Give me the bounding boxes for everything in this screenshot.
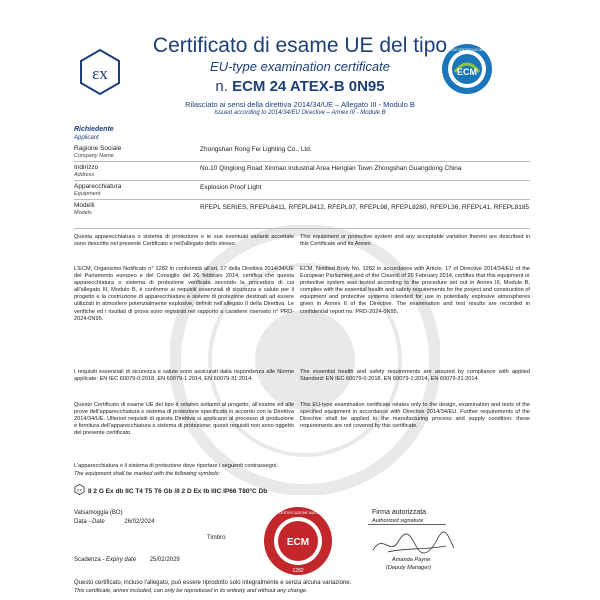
company-name-label-en: Company Name [74, 153, 114, 159]
issue-basis-en: Issued according to 2014/34/EU Directive – Annex III - Module B [214, 110, 386, 116]
atex-marking [74, 482, 267, 500]
paragraph-2-en: ECM, Notified Body No. 1282 in accordance with Article. 17 of Directive 2014/34/EU of the European Parliament and of the Council of 26 February 2014, certifies that this equipment or protective system was tested according to the procedure set out in Annex III, Module B, complies with the essential health and safety requirements for the project and construction of equipment and protective systems intended for use in potentially explosive atmospheres given in Annex II of the Directive. The examination and test results are recorded in confidential report no. PRD-2024-0N95. [300, 266, 530, 315]
applicant-heading: Richiedente [74, 126, 114, 133]
equipment-label: Apparecchiatura [74, 183, 122, 190]
footer-en: This certificate, annex included, can only be reproduced in its entirety and without any change. [74, 588, 308, 594]
company-name-value: Zhongshan Rong Fei Lighting Co., Ltd. [200, 146, 312, 153]
equipment-label-en: Equipment [74, 191, 101, 197]
signature-label-en: Authorized signature [372, 518, 424, 524]
ecm-red-seal [262, 505, 334, 577]
issue-date-label: Data - [74, 519, 93, 525]
issue-basis-it: Rilasciato ai sensi della direttiva 2014/34/UE – Allegato III - Modulo B [185, 100, 415, 109]
issue-date: 26/02/2024 [124, 519, 155, 525]
seal-bottom-text: 1282 [292, 568, 304, 574]
atex-marking-text: II 2 G Ex db IIC T4 T5 T6 Gb /II 2 D Ex tb IIIC IP66 T80°C Db [88, 487, 268, 495]
models-value: RFEPL SERIES, RFEPL8411, RFEPL8412, RFEPL97, RFEPL98, RFEPL8280, RFEPL36, RFEPL41, RFEPL8185 [200, 204, 530, 211]
issue-date-line [74, 519, 154, 525]
certificate-subtitle: EU-type examination certificate [210, 59, 390, 74]
models-label: Modelli [74, 202, 95, 209]
ecm-accreditation-logo [440, 42, 494, 96]
paragraph-3-it: I requisiti essenziali di sicurezza e salute sono assicurati dalla rispondenza alle Norme applicate: EN IEC 60079-0:2018, EN 60079-1:2014, EN 60079-31:2014. [74, 369, 294, 383]
footer-it: Questo certificato, incluso l'allegato, può essere riprodotto solo integralmente e senza alcuna variazione. [74, 580, 352, 586]
certificate-number-prefix: n. [215, 78, 228, 95]
marking-intro-it: L'apparecchiatura o il sistema di protezione deve riportare i seguenti contrassegni: [74, 463, 278, 469]
expiry-label-en: Expiry date [106, 557, 137, 563]
paragraph-4-it: Questo Certificato di esame UE del tipo è relativo soltanto al progetto, all'esame ed alle prove dell'apparecchiatura o sistema di protezione specificato in accordo con la Direttiva 2014/34/UE. Ulteriori requisiti di questa Direttiva si applicano al processo di produzione e fornitura dell'apparecchiatura o sistema di protezione: questi requisiti non sono oggetto del presente certificato. [74, 402, 294, 437]
equipment-value: Explosion Proof Light [200, 184, 262, 191]
divider [74, 161, 530, 162]
ex-marking-icon [74, 482, 85, 500]
ex-symbol: εx [92, 64, 108, 83]
signature-label: Firma autorizzata [372, 509, 427, 516]
certificate-number [0, 78, 600, 95]
address-label: Indirizzo [74, 164, 99, 171]
signature-label-underline [368, 524, 446, 525]
ecm-logo-ring-text: ECM CERTIFICAZIONE [449, 48, 485, 52]
stamp-label: Timbro [207, 535, 226, 541]
divider [74, 199, 530, 200]
expiry-line [74, 557, 180, 563]
applicant-heading-en: Applicant [74, 135, 99, 141]
seal-center-text: ECM [286, 537, 310, 548]
svg-text:εx: εx [77, 488, 82, 494]
certificate-title: Certificato di esame UE del tipo [152, 34, 448, 57]
divider [74, 228, 530, 229]
issue-date-label-en: Date [92, 519, 105, 525]
address-value: No.10 Qinglong Road Xinmao Industrial Area Henglan Town Zhongshan Guangdong China [200, 165, 462, 172]
divider [74, 180, 530, 181]
expiry-label: Scadenza - [74, 557, 107, 563]
paragraph-1-it: Questa apparecchiatura o sistema di protezione e le sue eventuali varianti accettate sono descritte nel presente Certificato e nell'allegato dello stesso. [74, 234, 294, 248]
ecm-logo-text: ECM [457, 67, 477, 77]
handwritten-signature [368, 528, 458, 558]
paragraph-1-en: This equipment or protective system and any acceptable variation thereto are described in this Certificate and its Annex. [300, 234, 530, 248]
address-label-en: Address [74, 172, 95, 178]
paragraph-4-en: This EU-type examination certificate relates only to the design, examination and tests of the specified equipment in accordance with Directive 2014/34/EU. Further requirements of the Directive shall be applied to the manufacturing process and supply condition: these requirements are not covered by this certificate. [300, 402, 530, 430]
company-name-label: Ragione Sociale [74, 145, 122, 152]
signatory-name: Amanda Payne [392, 557, 431, 563]
paragraph-3-en: The essential health and safety requirements are assured by compliance with applied Standard: EN IEC 60079-0:2018, EN 60079-1:2014, EN 60079-31:2014. [300, 369, 530, 383]
certificate-number-value: ECM 24 ATEX-B 0N95 [232, 78, 385, 95]
marking-intro-en: The equipment shall be marked with the following symbols: [74, 471, 221, 477]
models-label-en: Models [74, 210, 92, 216]
seal-top-text: ENTE CERTIFICAZIONE MACCHINE [268, 511, 328, 515]
paragraph-2-it: L'ECM, Organismo Notificato n° 1282 in conformità all'art. 17 della Direttiva 2014/34/UE del Parlamento europeo e del Consiglio del 26 febbraio 2014, certifica che questa apparecchiatura o sistema di protezione verificata secondo la procedura di cui all'allegato III, Modulo B, è conforme ai requisiti essenziali di sicurezza e salute per il progetto e la costruzione di apparecchiature e sistemi di protezione destinati ad essere utilizzati in atmosfere potenzialmente esplosive, definiti nell'allegato II della Direttiva. Le verifiche ed i risultati di prova sono registrati nel rapporto a carattere riservato n° PRD-2024-0N95. [74, 266, 294, 322]
issue-place: Valsamoggia (BO) [74, 510, 123, 516]
signatory-role: (Deputy Manager) [386, 565, 432, 571]
expiry-date: 25/02/2029 [149, 557, 180, 563]
